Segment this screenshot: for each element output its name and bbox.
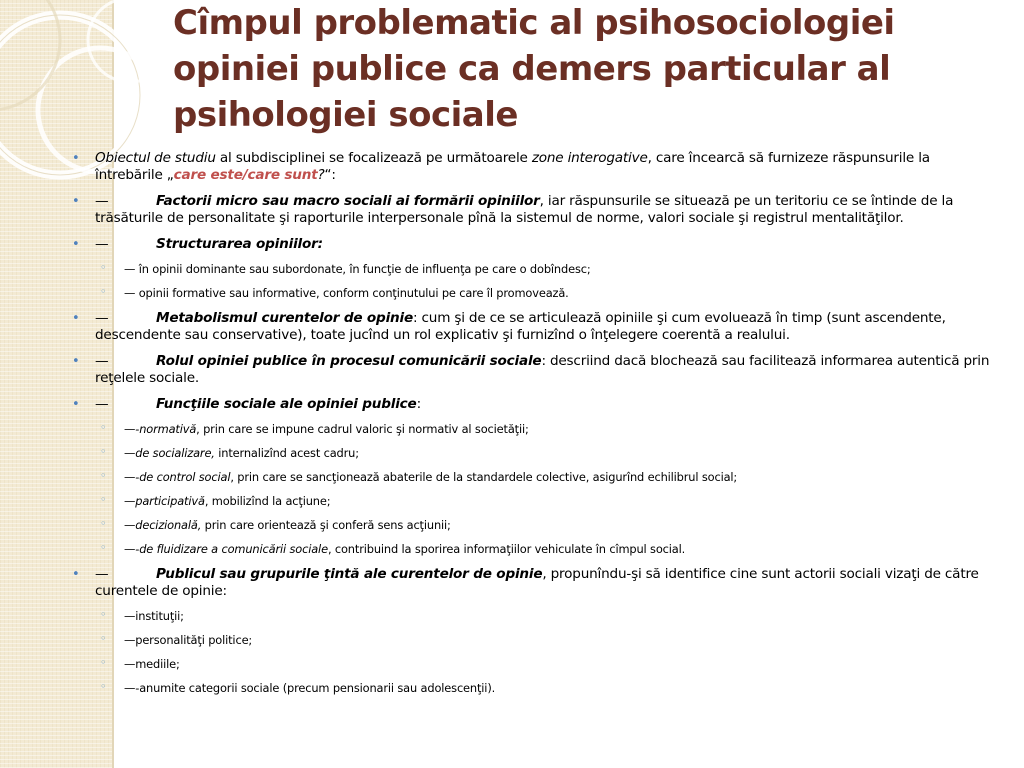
item-text-italic: Obiectul de studiu [95,150,216,166]
ring-bullet-icon: ◦ [100,261,107,274]
ring-bullet-icon: ◦ [100,285,107,298]
item-dash: — [95,396,109,412]
bullet-dot-icon: • [72,237,80,252]
sub-list-item [62,446,992,460]
sub-list-item [62,286,992,300]
sub-item-italic: de fluidizare a comunicării sociale [139,542,328,556]
sub-item-italic: de control social [139,470,231,484]
item-dash: — [95,236,109,252]
item-text-emphasis: care este/care sunt [173,167,318,183]
sub-item-text: —mediile; [124,657,180,671]
item-text: , propunîndu-şi să identifice cine sunt actorii sociali vizaţi de către curentele de opinie: [95,566,979,599]
sub-item-text: prin care orientează şi conferă sens acţiunii; [201,518,451,532]
item-dash: — [95,193,109,209]
slide-title: Cîmpul problematic al psihosociologiei opiniei publice ca demers particular al psihologiei sociale [173,3,895,135]
sub-item-text: , mobilizînd la acţiune; [204,494,331,508]
sub-list-item [62,633,992,647]
list-item [62,353,992,387]
item-dash: — [95,310,109,326]
sub-list-item [62,470,992,484]
sub-list-item [62,422,992,436]
item-text-italic: ? [317,167,325,183]
item-dash: — [95,566,109,582]
sub-item-italic: decizională, [135,518,202,532]
ring-bullet-icon: ◦ [100,632,107,645]
sub-list-item [62,262,992,276]
item-heading: Factorii micro sau macro sociali ai formării opiniilor [156,193,540,209]
item-heading: Metabolismul curentelor de opinie [156,310,413,326]
sub-item-dash: —- [124,470,140,484]
item-heading: Publicul sau grupurile ţintă ale curentelor de opinie [156,566,543,582]
sub-item-text: , prin care se impune cadrul valoric şi normativ al societăţii; [196,422,529,436]
sub-item-text: — în opinii dominante sau subordonate, în funcţie de influenţa pe care o dobîndesc; [124,262,591,276]
ring-bullet-icon: ◦ [100,445,107,458]
ring-bullet-icon: ◦ [100,469,107,482]
sub-list-item [62,494,992,508]
item-text: al subdisciplinei se focalizează pe următoarele [215,150,532,166]
bullet-dot-icon: • [72,397,80,412]
slide-content [62,150,992,705]
ring-bullet-icon: ◦ [100,493,107,506]
list-item [62,193,992,227]
item-text: : cum şi de ce se articulează opiniile şi cum evoluează în timp (sunt ascendente, descendente sau conservative), toate jucînd un rol explicativ şi furnizînd o înţelegere coerentă a realului. [95,310,946,343]
bullet-dot-icon: • [72,194,80,209]
sub-item-dash: — [124,494,136,508]
item-heading: Structurarea opiniilor: [156,236,323,252]
sub-item-italic: normativă [139,422,197,436]
item-heading: Rolul opiniei publice în procesul comunicării sociale [156,353,542,369]
ring-bullet-icon: ◦ [100,421,107,434]
sub-item-dash: —- [124,542,140,556]
ring-bullet-icon: ◦ [100,541,107,554]
sub-item-text: — opinii formative sau informative, conform conţinutului pe care îl promovează. [124,286,569,300]
list-item [62,310,992,344]
list-item [62,236,992,253]
sub-item-text: internalizînd acest cadru; [214,446,359,460]
sub-item-dash: — [124,446,136,460]
ring-bullet-icon: ◦ [100,517,107,530]
sub-item-text: , prin care se sancţionează abaterile de la standardele colective, asigurînd echilibrul social; [230,470,738,484]
sub-item-italic: participativă [135,494,205,508]
list-item [62,566,992,600]
item-heading: Funcţiile sociale ale opiniei publice [156,396,417,412]
sub-list-item [62,542,992,556]
sub-item-italic: de socializare, [135,446,215,460]
sub-item-text: —instituţii; [124,609,184,623]
sub-item-text: —-anumite categorii sociale (precum pensionarii sau adolescenţii). [124,681,496,695]
sub-item-text: —personalităţi politice; [124,633,253,647]
item-text: , iar răspunsurile se situează pe un teritoriu ce se întinde de la trăsăturile de personalitate şi raporturile interpersonale pînă la sistemul de norme, valori sociale şi registrul mentalităţilor. [95,193,954,226]
sub-list-item [62,609,992,623]
list-item [62,396,992,413]
bullet-dot-icon: • [72,151,80,166]
bullet-dot-icon: • [72,567,80,582]
sub-item-dash: —- [124,422,140,436]
sub-list-item [62,681,992,695]
item-text-italic: zone interogative [531,150,648,166]
ring-bullet-icon: ◦ [100,680,107,693]
sub-item-text: , contribuind la sporirea informaţiilor vehiculate în cîmpul social. [327,542,686,556]
item-text: “: [324,167,336,183]
item-text: , care încearcă să furnizeze răspunsurile la întrebările „ [95,150,930,183]
item-text: : descriind dacă blochează sau facilitează informarea autentică prin reţelele sociale. [95,353,990,386]
sub-list-item [62,657,992,671]
list-item [62,150,992,184]
sub-list-item [62,518,992,532]
item-dash: — [95,353,109,369]
bullet-dot-icon: • [72,311,80,326]
ring-bullet-icon: ◦ [100,656,107,669]
bullet-dot-icon: • [72,354,80,369]
item-text: : [416,396,421,412]
sub-item-dash: — [124,518,136,532]
ring-bullet-icon: ◦ [100,608,107,621]
